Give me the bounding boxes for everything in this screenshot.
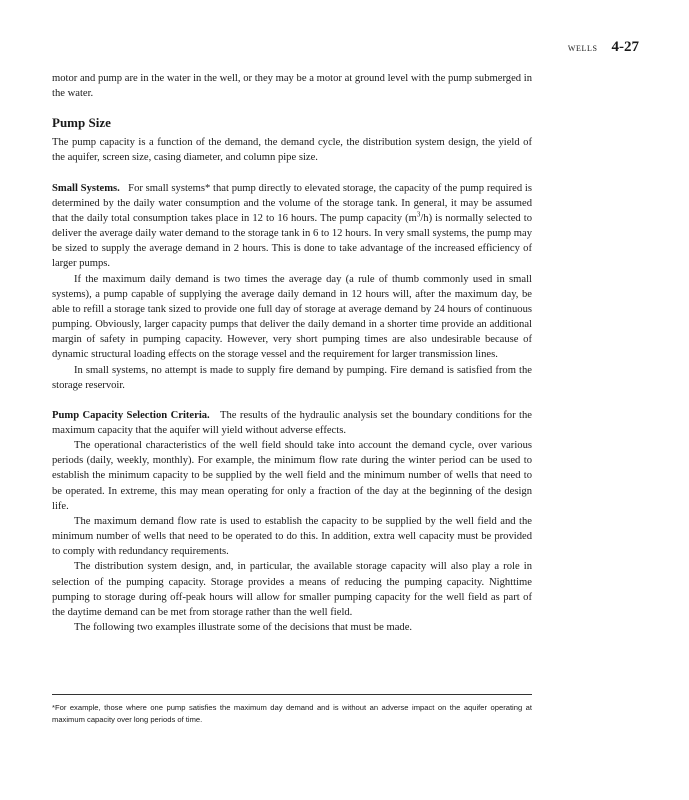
paragraph-selection-criteria xyxy=(52,408,532,438)
page xyxy=(52,0,639,800)
paragraph-pump-size-intro: The pump capacity is a function of the demand, the demand cycle, the distribution system design, the yield of the aquifer, screen size, casing diameter, and column pipe size. xyxy=(52,137,532,164)
paragraph-max-daily-demand: If the maximum daily demand is two times the average day (a rule of thumb commonly used in small systems), a pump capable of supplying the average daily demand in 12 hours will, after the maximum day, be able to refill a storage tank sized to provide one full day of storage at average demand by 24 hours of continuous pumping. Obviously, larger capacity pumps that deliver the daily demand in a shorter time provide an additional margin of safety in pumping capacity. However, very short pumping times are also undesirable because of dynamic structural loading effects on the storage vessel and the requirement for larger transmission lines. xyxy=(52,273,532,361)
paragraph-distribution-design: The distribution system design, and, in particular, the available storage capacity will also play a role in selection of the pumping capacity. Storage provides a means of reducing the pumping capacity. Nighttime pumping to storage during off-peak hours will allow for smaller pumping capacity for the well field as part of the daytime demand can be met from storage rather than the well field. xyxy=(52,561,532,618)
selection-criteria-text: The results of the hydraulic analysis set the boundary conditions for the maximum capacity that the aquifer will yield without adverse effects. xyxy=(52,409,532,436)
page-number: 4-27 xyxy=(611,39,639,55)
paragraph-maximum-demand: The maximum demand flow rate is used to establish the capacity to be supplied by the well field and the minimum number of wells that need to be operated to do this. In addition, extra well capacity must be provided to comply with redundancy requirements. xyxy=(52,515,532,558)
superscript-3: 3 xyxy=(416,210,421,219)
footnote: *For example, those where one pump satisfies the maximum day demand and is without an adverse impact on the aquifer operating at maximum capacity over long periods of time. xyxy=(52,703,532,724)
paragraph-operational-characteristics: The operational characteristics of the well field should take into account the demand cycle, over various periods (daily, weekly, monthly). For example, the minimum flow rate during the winter period can be used to establish the minimum capacity to be supplied by the well field and the minimum number of wells that need to be operated. In extreme, this may mean operating for only a fraction of the day at the beginning of the design life. xyxy=(52,440,532,512)
paragraph-fire-demand: In small systems, no attempt is made to supply fire demand by pumping. Fire demand is satisfied from the storage reservoir. xyxy=(52,364,532,391)
running-head xyxy=(568,39,639,56)
paragraph-small-systems xyxy=(52,181,532,272)
paragraph-examples: The following two examples illustrate some of the decisions that must be made. xyxy=(74,622,413,633)
runin-heading-selection-criteria: Pump Capacity Selection Criteria. xyxy=(52,409,210,421)
small-systems-text-1: For small systems* that pump directly to elevated storage, the capacity of the pump required is determined by the daily water consumption and the volume of the storage tank. In general, it may be assumed that the daily total consumption takes place in 12 to 16 hours. The pump capacity (m xyxy=(52,182,533,224)
body-text xyxy=(52,71,532,635)
paragraph-continuation: motor and pump are in the water in the well, or they may be a motor at ground level with the pump submerged in the water. xyxy=(52,73,532,100)
running-head-section: WELLS xyxy=(567,44,598,53)
section-heading-pump-size: Pump Size xyxy=(52,115,111,131)
runin-heading-small-systems: Small Systems. xyxy=(52,182,120,194)
small-systems-text-2: /h) is normally selected to deliver the average daily water demand to the storage tank in 6 to 12 hours. In very small systems, the pump may be sized to supply the average demand in 2 hours. This is done to take advantage of the increased efficiency of larger pumps. xyxy=(52,212,533,270)
footnote-rule xyxy=(52,694,532,695)
